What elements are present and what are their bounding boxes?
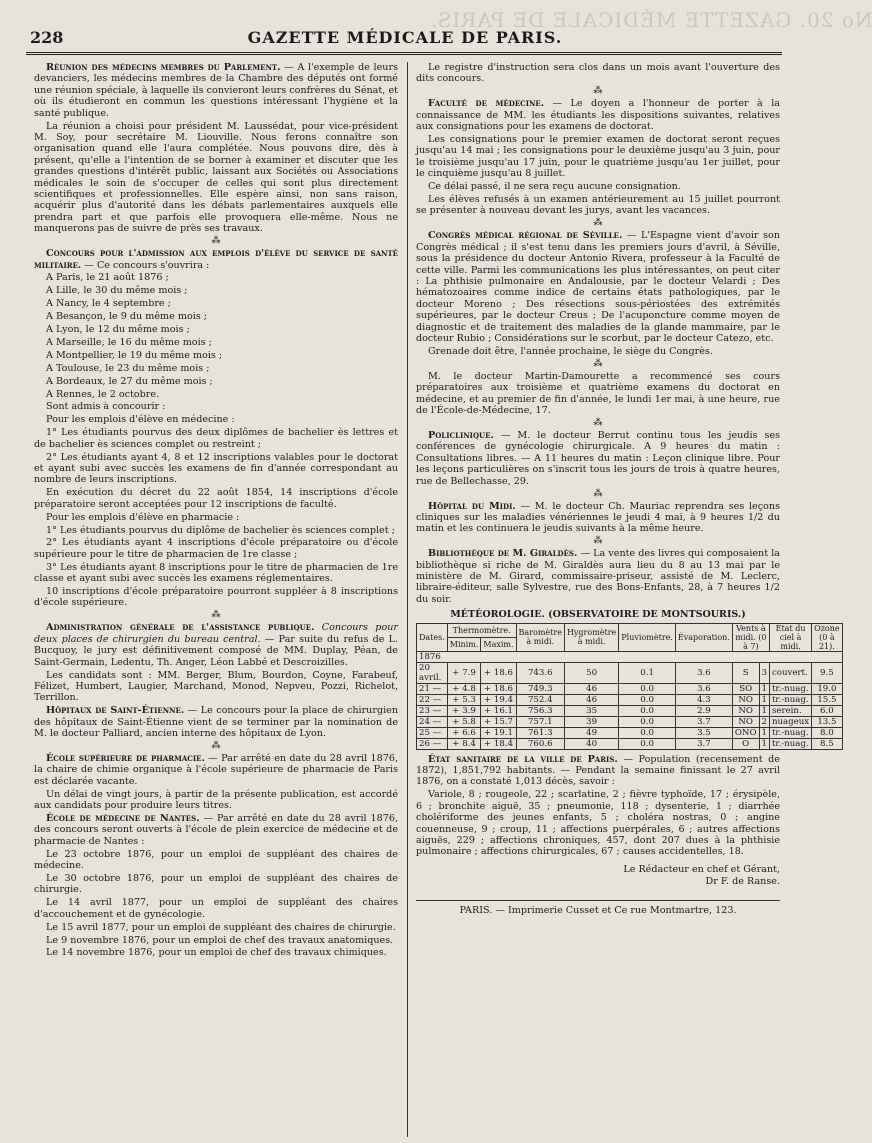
table-cell: 40 bbox=[564, 738, 618, 749]
table-cell: 0.0 bbox=[619, 683, 676, 694]
table-cell: + 15.7 bbox=[481, 716, 516, 727]
col-header: Maxim. bbox=[481, 637, 516, 651]
table-cell: 23 — bbox=[417, 705, 448, 716]
col-header: Thermomètre. bbox=[447, 623, 516, 637]
paragraph: 1° Les étudiants pourvus des deux diplômes de bachelier ès lettres et de bachelier ès sciences complet ou restreint ; bbox=[34, 427, 398, 450]
article-subtitle: Concours pour deux places de chirurgien du bureau central. bbox=[34, 622, 398, 645]
paragraph: Grenade doit être, l'année prochaine, le siège du Congrès. bbox=[428, 345, 713, 357]
article-title: École de médecine de Nantes. bbox=[46, 812, 200, 824]
article-title: Hôpitaux de Saint-Étienne. bbox=[46, 705, 185, 717]
table-cell: 1876 bbox=[417, 651, 843, 662]
article-midi: Hôpital du Midi. — M. le docteur Ch. Mauriac reprendra ses leçons cliniques sur les maladies vénériennes le jeudi 4 mai, à 9 heures 1/2 du matin et les continuera le jeudis suivants à la même heure. bbox=[416, 500, 780, 535]
table-cell: 46 bbox=[564, 694, 618, 705]
paragraph: La réunion a choisi pour président M. Laussédat, pour vice-président M. Soy, pour secrétaire M. Liouville. Nous ferons connaître son organisation quand elle l'aura complétée. Nous pouvons dire, dès à présent, qu'elle a l'intention de se borner à examiner et discuter que les grandes questions d'intérêt public, laissant aux Sociétés ou Associations médicales le soin de s'occuper de celles qui sont plus directement scientifiques et professionnelles. Elle espère ainsi, non sans raison, acquérir plus d'autorité dans les débats parlementaires auxquels elle prendra part et que parfois elle provoquera elle-même. Nous ne manquerons pas de suivre de près ses travaux. bbox=[34, 120, 398, 235]
table-cell: 8.0 bbox=[812, 727, 842, 738]
list-item: Le 23 octobre 1876, pour un emploi de suppléant des chaires de médecine. bbox=[34, 848, 398, 872]
table-cell: 39 bbox=[564, 716, 618, 727]
table-cell: 3.7 bbox=[675, 716, 732, 727]
table-cell: 26 — bbox=[417, 738, 448, 749]
table-cell: couvert. bbox=[769, 662, 811, 683]
table-row bbox=[417, 662, 843, 683]
table-cell: 1 bbox=[759, 694, 769, 705]
table-cell: tr.-nuag. bbox=[769, 738, 811, 749]
signature-block bbox=[416, 864, 780, 888]
table-cell: 46 bbox=[564, 683, 618, 694]
article-nantes: École de médecine de Nantes. — Par arrêté en date du 28 avril 1876, des concours seront ouverts à l'école de plein exercice de médecine et de pharmacie de Nantes : bbox=[34, 812, 398, 847]
article-biblio: Bibliothèque de M. Giraldès. — La vente des livres qui composaient la bibliothèque si riche de M. Giraldès aura lieu du 8 au 13 mai par le ministère de M. Girard, commissaire-priseur, assisté de M. Leclerc, libraire-éditeur, salle Sylvestre, rue des Bons-Enfants, 28, à 7 heures 1/2 du soir. bbox=[416, 548, 781, 605]
table-cell: 9.5 bbox=[812, 662, 842, 683]
table-cell: 35 bbox=[564, 705, 618, 716]
paragraph: 2° Les étudiants ayant 4, 8 et 12 inscriptions valables pour le doctorat et ayant subi avec succès les examens de fin d'année correspondant au nombre de leurs inscriptions. bbox=[34, 451, 398, 486]
separator-stars: ⁂ bbox=[593, 218, 603, 229]
col-header: Dates. bbox=[417, 623, 448, 651]
table-cell: 1 bbox=[759, 727, 769, 738]
paragraph: En exécution du décret du 22 août 1854, 14 inscriptions d'école préparatoire seront acceptées pour 12 inscriptions de faculté. bbox=[34, 487, 398, 510]
table-cell: S bbox=[732, 662, 759, 683]
meteo-body bbox=[417, 651, 843, 749]
col-header: Hygromètre à midi. bbox=[564, 623, 618, 651]
article-title: État sanitaire de la ville de Paris. bbox=[428, 753, 618, 765]
table-cell: 21 — bbox=[417, 683, 448, 694]
meteo-table bbox=[416, 623, 843, 750]
signature-name: Dr F. de Ranse. bbox=[705, 875, 780, 887]
table-cell: tr.-nuag. bbox=[769, 694, 811, 705]
table-cell: 756.3 bbox=[516, 705, 564, 716]
left-column bbox=[34, 62, 398, 960]
article-title: École supérieure de pharmacie. bbox=[46, 752, 205, 764]
table-cell: O bbox=[732, 738, 759, 749]
col-header: Minim. bbox=[447, 637, 481, 651]
meteo-title: MÉTÉOROLOGIE. (OBSERVATOIRE DE MONTSOURIS.) bbox=[450, 609, 746, 621]
table-cell: + 4.8 bbox=[447, 683, 481, 694]
paragraph: 2° Les étudiants ayant 4 inscriptions d'école préparatoire ou d'école supérieure pour le titre de pharmacien de 1re classe ; bbox=[34, 537, 398, 560]
table-cell: nuageux bbox=[769, 716, 811, 727]
paragraph: Un délai de vingt jours, à partir de la présente publication, est accordé aux candidats pour produire leurs titres. bbox=[34, 788, 398, 812]
table-cell: ONO bbox=[732, 727, 759, 738]
table-cell: 760.6 bbox=[516, 738, 564, 749]
list-item: A Marseille, le 16 du même mois ; bbox=[46, 336, 212, 348]
paragraph: Les candidats sont : MM. Berger, Blum, Bourdon, Coyne, Farabeuf, Félizet, Humbert, Laugier, Marchand, Monod, Nepveu, Pozzi, Richelot, Terrillon. bbox=[34, 669, 398, 704]
page-number: 228 bbox=[30, 28, 64, 47]
article-martin: M. le docteur Martin-Damourette a recommencé ses cours préparatoires aux troisième et quatrième examens du doctorat en médecine, et au premier de fin d'année, le lundi 1er mai, à une heure, rue de l'École-de-Médecine, 17. bbox=[416, 370, 780, 417]
table-cell: 3.6 bbox=[675, 662, 732, 683]
table-cell: 22 — bbox=[417, 694, 448, 705]
table-row bbox=[417, 683, 843, 694]
page-title: GAZETTE MÉDICALE DE PARIS. bbox=[247, 28, 563, 47]
table-cell: 0.0 bbox=[619, 738, 676, 749]
table-cell: 757.1 bbox=[516, 716, 564, 727]
table-cell: tr.-nuag. bbox=[769, 727, 811, 738]
article-ecole: École supérieure de pharmacie. — Par arrêté en date du 28 avril 1876, la chaire de chimie organique à l'école supérieure de pharmacie de Paris est déclarée vacante. bbox=[34, 752, 399, 787]
table-cell: 0.0 bbox=[619, 705, 676, 716]
table-cell: 25 — bbox=[417, 727, 448, 738]
table-row bbox=[417, 716, 843, 727]
article-policlinique: Policlinique. — M. le docteur Berrut continu tous les jeudis ses conférences de gynécologie chirurgicale. A 9 heures du matin : Consultations libres. — A 11 heures du matin : Leçon clinique libre. Pour les leçons particulières on s'inscrit tous les jours de trois à quatre heures, rue de Bellechasse, 29. bbox=[416, 429, 780, 487]
list-item: Le 14 novembre 1876, pour un emploi de chef des travaux chimiques. bbox=[46, 947, 387, 959]
article-title: Policlinique. bbox=[428, 429, 494, 441]
table-cell: 0.1 bbox=[619, 662, 676, 683]
article-title: Faculté de médecine. bbox=[428, 98, 545, 110]
header-rule bbox=[26, 52, 782, 55]
list-item: A Paris, le 21 août 1876 ; bbox=[46, 272, 169, 284]
table-cell: + 18.6 bbox=[481, 662, 516, 683]
table-row bbox=[417, 727, 843, 738]
article-title: Congrès médical régional de Séville. bbox=[428, 230, 623, 242]
table-cell: + 6.6 bbox=[447, 727, 481, 738]
table-cell: + 7.9 bbox=[447, 662, 481, 683]
column-divider bbox=[407, 62, 408, 1137]
table-cell: 0.0 bbox=[619, 727, 676, 738]
table-cell: 4.3 bbox=[675, 694, 732, 705]
col-header: État du ciel à midi. bbox=[769, 623, 811, 651]
paragraph: Pour les emplois d'élève en médecine : bbox=[46, 414, 235, 426]
article-faculte: Faculté de médecine. — Le doyen a l'honneur de porter à la connaissance de MM. les étudiants les dispositions suivantes, relatives aux consignations pour les examens de doctorat. bbox=[416, 98, 780, 133]
right-column bbox=[416, 62, 840, 916]
table-row bbox=[417, 651, 843, 662]
table-cell: + 19.4 bbox=[481, 694, 516, 705]
separator-stars: ⁂ bbox=[593, 86, 603, 97]
paragraph: Les élèves refusés à un examen antérieurement au 15 juillet pourront se présenter à nouveau devant les jurys, avant les vacances. bbox=[416, 194, 780, 217]
table-row bbox=[417, 694, 843, 705]
article-title: Concours pour l'admission aux emplois d'élève du service de santé militaire. bbox=[34, 248, 398, 271]
table-cell: serein. bbox=[769, 705, 811, 716]
article-title: Hôpital du Midi. bbox=[428, 500, 516, 512]
table-cell: 761.3 bbox=[516, 727, 564, 738]
table-cell: 2.9 bbox=[675, 705, 732, 716]
list-item: A Nancy, le 4 septembre ; bbox=[46, 298, 171, 310]
list-item: Le 14 avril 1877, pour un emploi de suppléant des chaires d'accouchement et de gynécologie. bbox=[34, 897, 398, 920]
list-item: A Rennes, le 2 octobre. bbox=[46, 388, 160, 400]
article-title: Administration générale de l'assistance publique. bbox=[46, 622, 315, 634]
separator-stars: ⁂ bbox=[593, 417, 603, 428]
list-item: A Bordeaux, le 27 du même mois ; bbox=[46, 375, 213, 387]
table-cell: NO bbox=[732, 694, 759, 705]
table-cell: 3 bbox=[759, 662, 769, 683]
separator-stars: ⁂ bbox=[211, 610, 221, 621]
paragraph: 3° Les étudiants ayant 8 inscriptions pour le titre de pharmacien de 1re classe et ayant subi avec succès les examens réglementaires. bbox=[34, 561, 398, 585]
col-header: Ozone (0 à 21). bbox=[812, 623, 842, 651]
paragraph: Le registre d'instruction sera clos dans un mois avant l'ouverture des dits concours. bbox=[416, 62, 780, 85]
table-cell: 752.4 bbox=[516, 694, 564, 705]
table-cell: 49 bbox=[564, 727, 618, 738]
table-cell: 24 — bbox=[417, 716, 448, 727]
table-cell: 743.6 bbox=[516, 662, 564, 683]
table-cell: 19.0 bbox=[812, 683, 842, 694]
list-item: A Lille, le 30 du même mois ; bbox=[46, 285, 188, 297]
paragraph: 1° Les étudiants pourvus du diplôme de bachelier ès sciences complet ; bbox=[46, 524, 395, 536]
table-cell: 8.5 bbox=[812, 738, 842, 749]
table-cell: 3.6 bbox=[675, 683, 732, 694]
signature-line: Le Rédacteur en chef et Gérant, bbox=[623, 863, 780, 875]
table-cell: tr.-nuag. bbox=[769, 683, 811, 694]
article-concours: Concours pour l'admission aux emplois d'élève du service de santé militaire. — Ce concours s'ouvrira : bbox=[34, 248, 398, 271]
table-cell: + 19.1 bbox=[481, 727, 516, 738]
table-cell: 6.0 bbox=[812, 705, 842, 716]
paragraph: 10 inscriptions d'école préparatoire pourront suppléer à 8 inscriptions d'école supérieure. bbox=[34, 586, 398, 609]
table-cell: 3.5 bbox=[675, 727, 732, 738]
col-header: Évaporation. bbox=[675, 623, 732, 651]
separator-stars: ⁂ bbox=[593, 488, 603, 499]
article-etat: État sanitaire de la ville de Paris. — Population (recensement de 1872), 1,851,792 habitants. — Pendant la semaine finissant le 27 avril 1876, on a constaté 1,013 décès, savoir : bbox=[416, 753, 780, 788]
table-cell: + 3.9 bbox=[447, 705, 481, 716]
table-cell: + 16.1 bbox=[481, 705, 516, 716]
separator-stars: ⁂ bbox=[211, 740, 221, 751]
paragraph: Sont admis à concourir : bbox=[46, 401, 166, 413]
col-header: Vents à midi. (0 à 7) bbox=[732, 623, 769, 651]
table-cell: 13.5 bbox=[812, 716, 842, 727]
table-cell: 15.5 bbox=[812, 694, 842, 705]
separator-stars: ⁂ bbox=[593, 536, 603, 547]
article-admin: Administration générale de l'assistance publique. Concours pour deux places de chirurgien du bureau central. — Par suite du refus de L. Bucquoy, le jury est définitivement composé de MM. Duplay, Péan, de Saint-Germain, Ledentu, Th. Anger, Léon Labbé et Descroizilles. bbox=[34, 622, 398, 668]
list-item: A Besançon, le 9 du même mois ; bbox=[46, 311, 208, 323]
list-item: A Lyon, le 12 du même mois ; bbox=[46, 324, 190, 336]
page-header bbox=[30, 28, 780, 50]
list-item: Le 15 avril 1877, pour un emploi de suppléant des chaires de chirurgie. bbox=[46, 921, 396, 933]
list-item: A Toulouse, le 23 du même mois ; bbox=[46, 362, 210, 374]
article-hopitaux: Hôpitaux de Saint-Étienne. — Le concours pour la place de chirurgien des hôpitaux de Saint-Étienne vient de se terminer par la nomination de M. le docteur Palliard, ancien interne des hôpitaux de Lyon. bbox=[34, 705, 399, 740]
separator-stars: ⁂ bbox=[593, 358, 603, 369]
table-cell: + 5.8 bbox=[447, 716, 481, 727]
separator-stars: ⁂ bbox=[211, 236, 221, 247]
table-cell: 1 bbox=[759, 738, 769, 749]
article-reunion: Réunion des médecins membres du Parlement. — A l'exemple de leurs devanciers, les médecins membres de la Chambre des députés ont formé une réunion spéciale, à laquelle ils convieront leurs confrères du Sénat, et où ils étudieront en commun les questions intéressant l'hygiène et la santé publique. bbox=[34, 62, 398, 119]
table-cell: + 18.4 bbox=[481, 738, 516, 749]
table-header-row bbox=[417, 623, 843, 637]
col-header: Pluviomètre. bbox=[619, 623, 676, 651]
table-cell: + 18.6 bbox=[481, 683, 516, 694]
table-cell: NO bbox=[732, 716, 759, 727]
paragraph: Pour les emplois d'élève en pharmacie : bbox=[46, 511, 240, 523]
table-cell: 0.0 bbox=[619, 694, 676, 705]
table-cell: 2 bbox=[759, 716, 769, 727]
paragraph: Ce délai passé, il ne sera reçu aucune consignation. bbox=[428, 181, 681, 193]
bleed-through-text: No 20. GAZETTE MÉDICALE DE PARIS. bbox=[430, 8, 872, 32]
table-cell: + 8.4 bbox=[447, 738, 481, 749]
paragraph: Variole, 8 ; rougeole, 22 ; scarlatine, 2 ; fièvre typhoïde, 17 ; érysipèle, 6 ; bronchite aiguë, 35 ; pneumonie, 118 ; dysenterie, 1 ; diarrhée cholériforme des jeunes enfants, 5 ; choléra nostras, 0 ; angine couenneuse, 9 ; croup, 11 ; affections puerpérales, 6 ; autres affections aiguës, 229 ; affections chroniques, 457, dont 207 dues à la phthisie pulmonaire ; affections chirurgicales, 67 ; causes accidentelles, 18. bbox=[416, 789, 780, 858]
article-seville: Congrès médical régional de Séville. — L'Espagne vient d'avoir son Congrès médical ; il s'est tenu dans les premiers jours d'avril, à Séville, sous la présidence du docteur Antonio Rivera, professeur à la Faculté de cette ville. Parmi les communications les plus intéressantes, on peut citer : La phthisie pulmonaire en Andalousie, par le docteur Velardi ; Des hématozoaires comme indice de certains états pathologiques, par le docteur Moreno ; Des résections sous-périostées des extrémités supérieures, par le docteur Creus ; De l'acuponcture comme moyen de diagnostic et de traitement des maladies de la glande mammaire, par le docteur Rubio ; Considérations sur le scorbut, par le docteur Catezo, etc. bbox=[416, 230, 780, 345]
table-row bbox=[417, 705, 843, 716]
list-item: A Montpellier, le 19 du même mois ; bbox=[46, 349, 223, 361]
table-cell: 749.3 bbox=[516, 683, 564, 694]
table-row bbox=[417, 738, 843, 749]
col-header: Baromètre à midi. bbox=[516, 623, 564, 651]
table-cell: 50 bbox=[564, 662, 618, 683]
paragraph: Les consignations pour le premier examen de doctorat seront reçues jusqu'au 14 mai ; les consignations pour le deuxième jusqu'au 3 juin, pour le troisième jusqu'au 17 juin, pour le quatrième jusqu'au 1er juillet, pour le cinquième jusqu'au 8 juillet. bbox=[416, 134, 780, 180]
table-cell: 1 bbox=[759, 705, 769, 716]
article-title: Réunion des médecins membres du Parlement. bbox=[46, 62, 281, 73]
table-cell: + 5.3 bbox=[447, 694, 481, 705]
printer-imprint: PARIS. — Imprimerie Cusset et Ce rue Montmartre, 123. bbox=[416, 900, 780, 916]
table-cell: SO bbox=[732, 683, 759, 694]
list-item: Le 9 novembre 1876, pour un emploi de chef des travaux anatomiques. bbox=[46, 934, 394, 946]
article-title: Bibliothèque de M. Giraldès. bbox=[428, 548, 578, 560]
table-cell: NO bbox=[732, 705, 759, 716]
table-cell: 0.0 bbox=[619, 716, 676, 727]
table-cell: 1 bbox=[759, 683, 769, 694]
table-cell: 20 avril. bbox=[417, 662, 448, 683]
list-item: Le 30 octobre 1876, pour un emploi de suppléant des chaires de chirurgie. bbox=[34, 873, 398, 896]
table-cell: 3.7 bbox=[675, 738, 732, 749]
